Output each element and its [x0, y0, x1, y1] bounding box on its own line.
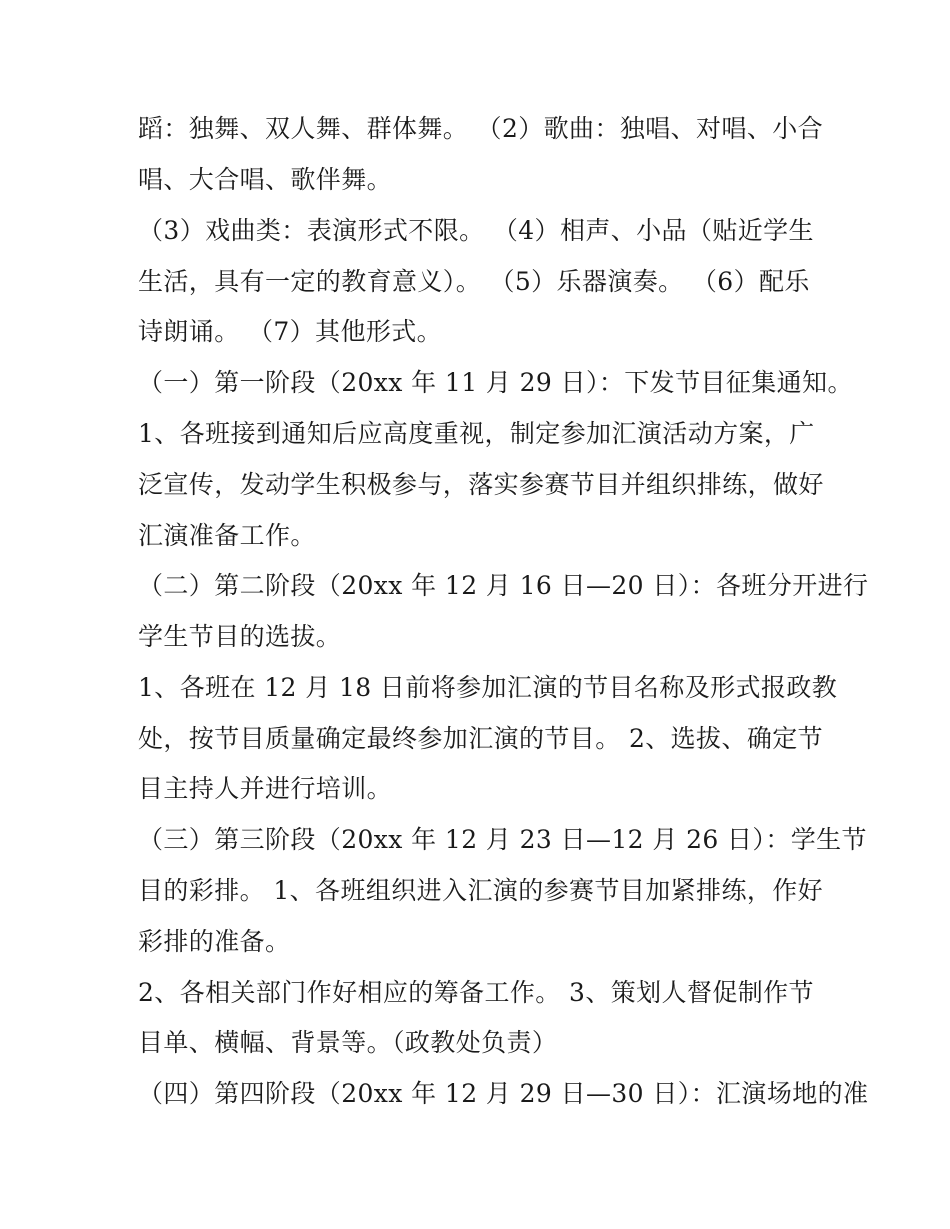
text-line: 诗朗诵。 （7）其他形式。	[138, 317, 443, 346]
text-line: 生活，具有一定的教育意义）。 （5）乐器演奏。 （6）配乐	[138, 267, 810, 296]
text-line: 彩排的准备。	[138, 927, 291, 956]
text-line: （四）第四阶段（20xx 年 12 月 29 日—30 日）：汇演场地的准	[138, 1079, 869, 1108]
text-line: 目的彩排。 1、各班组织进入汇演的参赛节目加紧排练，作好	[138, 876, 824, 905]
text-line: 唱、大合唱、歌伴舞。	[138, 165, 393, 194]
text-line: 目单、横幅、背景等。（政教处负责）	[138, 1028, 558, 1057]
text-line: （一）第一阶段（20xx 年 11 月 29 日）：下发节目征集通知。	[138, 368, 853, 397]
text-line: （三）第三阶段（20xx 年 12 月 23 日—12 月 26 日）：学生节	[138, 825, 867, 854]
text-line: 处，按节目质量确定最终参加汇演的节目。 2、选拔、确定节	[138, 724, 824, 753]
text-line: 学生节目的选拔。	[138, 622, 342, 651]
text-line: 目主持人并进行培训。	[138, 774, 393, 803]
text-line: 2、各相关部门作好相应的筹备工作。 3、策划人督促制作节	[138, 978, 814, 1007]
text-line: （3）戏曲类：表演形式不限。 （4）相声、小品（贴近学生	[138, 216, 814, 245]
text-line: 1、各班接到通知后应高度重视，制定参加汇演活动方案，广	[138, 419, 815, 448]
text-line: 泛宣传，发动学生积极参与，落实参赛节目并组织排练，做好	[138, 470, 824, 499]
text-line: （二）第二阶段（20xx 年 12 月 16 日—20 日）：各班分开进行	[138, 571, 869, 600]
text-line: 1、各班在 12 月 18 日前将参加汇演的节目名称及形式报政教	[138, 673, 838, 702]
text-line: 汇演准备工作。	[138, 521, 316, 550]
text-line: 蹈：独舞、双人舞、群体舞。 （2）歌曲：独唱、对唱、小合	[138, 114, 824, 143]
